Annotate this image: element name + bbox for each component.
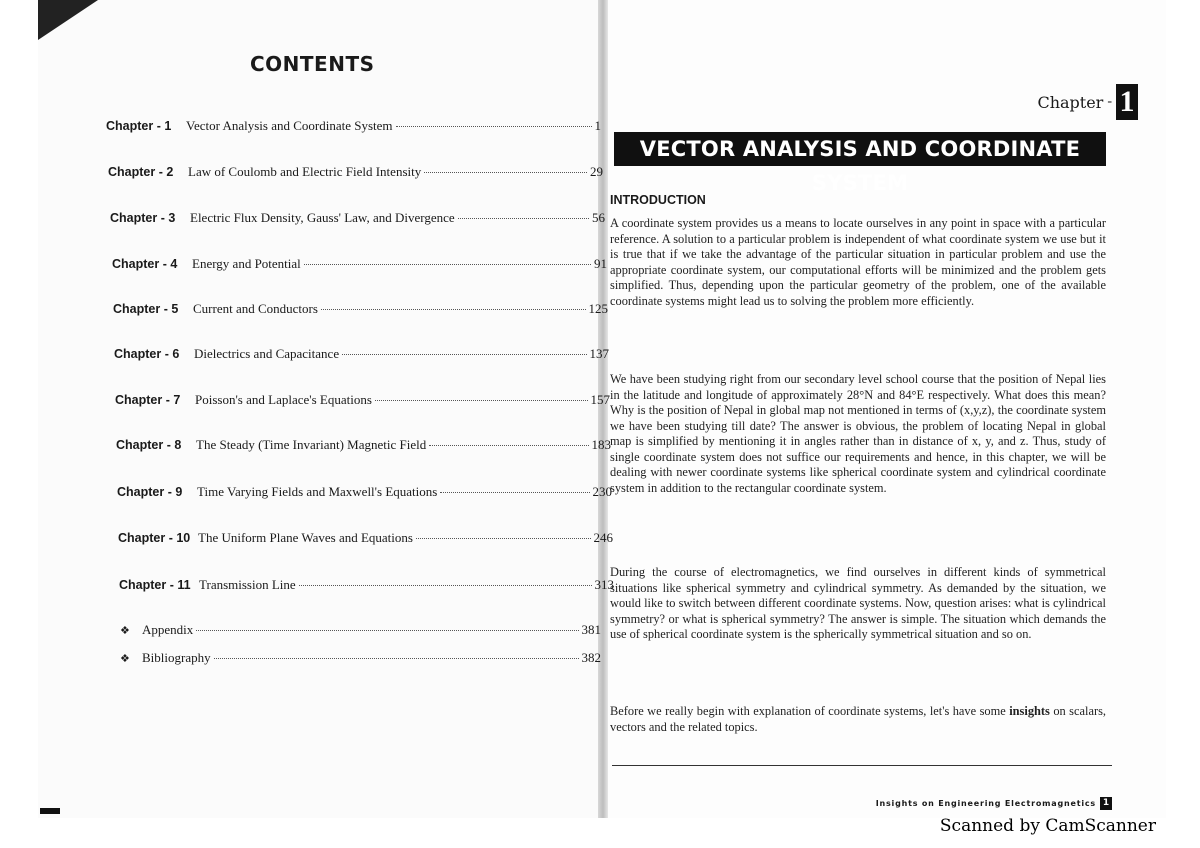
toc-row (119, 577, 614, 593)
toc-leader-dots (214, 658, 579, 659)
toc-row (110, 210, 605, 226)
toc-chapter-title: Vector Analysis and Coordinate System (186, 118, 393, 133)
footer-book-title: Insights on Engineering Electromagnetics (875, 799, 1096, 808)
toc-appendix-title: Appendix (142, 622, 194, 637)
toc-chapter-title: Transmission Line (199, 577, 296, 592)
toc-page-number: 137 (589, 346, 609, 361)
toc-page-number: 230 (592, 484, 612, 499)
toc-leader-dots (424, 172, 587, 173)
toc-page-number: 56 (592, 210, 605, 225)
toc-row-bibliography (106, 650, 601, 666)
toc-page-number: 91 (594, 256, 607, 271)
toc-chapter-label: Chapter - 11 (119, 578, 191, 592)
footer-rule (612, 765, 1112, 766)
toc-chapter-title: Law of Coulomb and Electric Field Intensity (188, 164, 422, 179)
folded-corner (38, 0, 98, 40)
chapter-title-banner: VECTOR ANALYSIS AND COORDINATE SYSTEM (614, 132, 1106, 166)
toc-chapter-label: Chapter - 2 (108, 165, 174, 179)
toc-chapter-title: Time Varying Fields and Maxwell's Equations (197, 484, 438, 499)
toc-leader-dots (429, 445, 588, 446)
toc-page-number: 157 (590, 392, 610, 407)
toc-chapter-title: Current and Conductors (193, 301, 318, 316)
toc-chapter-label: Chapter - 7 (115, 393, 181, 407)
toc-chapter-label: Chapter - 5 (113, 302, 179, 316)
toc-chapter-title: The Steady (Time Invariant) Magnetic Field (196, 437, 427, 452)
toc-leader-dots (196, 630, 578, 631)
footer-page-number: 1 (1100, 797, 1112, 810)
toc-row (117, 484, 612, 500)
introduction-heading: INTRODUCTION (610, 193, 706, 207)
toc-chapter-label: Chapter - 9 (117, 485, 183, 499)
toc-row (112, 256, 607, 272)
toc-leader-dots (304, 264, 591, 265)
toc-page-number: 183 (591, 437, 611, 452)
toc-page-number: 382 (581, 650, 601, 665)
toc-leader-dots (321, 309, 586, 310)
toc-row (115, 392, 610, 408)
body-paragraph: A coordinate system provides us a means to locate ourselves in any point in space with a particular reference. A solution to a particular problem is independent of what coordinate system we use but it is true that if we take the advantage of the particular situation in particular problem and use the appropriate coordinate system, our computational efforts will be minimized and the problem gets simplified. Thus, depending upon the particular geometry of the problem, one of the available coordinate systems might lead us to solving the problem more efficiently. (610, 216, 1106, 308)
toc-chapter-title: Electric Flux Density, Gauss' Law, and Divergence (190, 210, 455, 225)
scanner-watermark: Scanned by CamScanner (939, 816, 1156, 836)
toc-chapter-label: Chapter - 3 (110, 211, 176, 225)
toc-row (116, 437, 611, 453)
toc-chapter-title: Energy and Potential (192, 256, 301, 271)
toc-chapter-title: Poisson's and Laplace's Equations (195, 392, 372, 407)
toc-bibliography-title: Bibliography (142, 650, 211, 665)
chapter-dash: - (1107, 94, 1112, 109)
toc-row (108, 164, 603, 180)
toc-page-number: 381 (581, 622, 601, 637)
toc-chapter-label: Chapter - 1 (106, 119, 172, 133)
toc-row (118, 530, 613, 546)
chapter-number-badge: 1 (1116, 84, 1138, 120)
toc-leader-dots (396, 126, 592, 127)
chapter-label (1037, 84, 1138, 120)
page-footer (876, 797, 1112, 810)
toc-chapter-label: Chapter - 8 (116, 438, 182, 452)
toc-row (114, 346, 609, 362)
scan-edge-mark (40, 808, 60, 814)
toc-leader-dots (458, 218, 589, 219)
body-paragraph: During the course of electromagnetics, we find ourselves in different kinds of symmetrical situations like spherical symmetry and cylindrical symmetry. As demanded by the situation, we would like to switch between different coordinate systems. Now, question arises: what is cylindrical symmetry? or what is spherical symmetry? The answer is simple. The situation which demands the use of spherical coordinate system is the spherically symmetrical situation and so on. (610, 565, 1106, 641)
diamond-bullet-icon: ❖ (120, 653, 130, 665)
body-paragraph: We have been studying right from our secondary level school course that the position of Nepal lies in the latitude and longitude of approximately 28°N and 84°E respectively. What does this mean? Why is the position of Nepal in global map not mentioned in terms of (x,y,z), the coordinate system we have been studying till date? The answer is obvious, the problem of locating Nepal in global map is simplified by mentioning it in angles rather than in distance of x, y, and z. Thus, study of single coordinate system does not suffice our requirements and hence, in this chapter, we will be dealing with newer coordinate systems like spherical coordinate system and cylindrical coordinate system in addition to the rectangular coordinate system. (610, 372, 1106, 495)
toc-page-number: 246 (593, 530, 613, 545)
toc-leader-dots (299, 585, 592, 586)
last-paragraph-end: on scalars, vectors and the related topics. (610, 704, 1106, 734)
toc-leader-dots (375, 400, 588, 401)
diamond-bullet-icon: ❖ (120, 625, 130, 637)
toc-chapter-label: Chapter - 6 (114, 347, 180, 361)
chapter-word: Chapter (1037, 92, 1104, 112)
toc-page-number: 29 (590, 164, 603, 179)
toc-row-appendix (106, 622, 601, 638)
last-paragraph-start: Before we really begin with explanation of coordinate systems, let's have some (610, 704, 1010, 718)
toc-chapter-title: The Uniform Plane Waves and Equations (198, 530, 413, 545)
toc-page-number: 1 (594, 118, 601, 133)
toc-row (113, 301, 608, 317)
toc-page-number: 313 (594, 577, 614, 592)
toc-chapter-title: Dielectrics and Capacitance (194, 346, 340, 361)
toc-page-number: 125 (588, 301, 608, 316)
body-paragraph-last (610, 704, 1106, 735)
last-paragraph-bold: insights (1009, 704, 1050, 718)
toc-leader-dots (440, 492, 589, 493)
toc-leader-dots (342, 354, 586, 355)
contents-title: CONTENTS (250, 52, 375, 76)
toc-chapter-label: Chapter - 4 (112, 257, 178, 271)
toc-leader-dots (416, 538, 591, 539)
toc-chapter-label: Chapter - 10 (118, 531, 191, 545)
toc-row (106, 118, 601, 134)
